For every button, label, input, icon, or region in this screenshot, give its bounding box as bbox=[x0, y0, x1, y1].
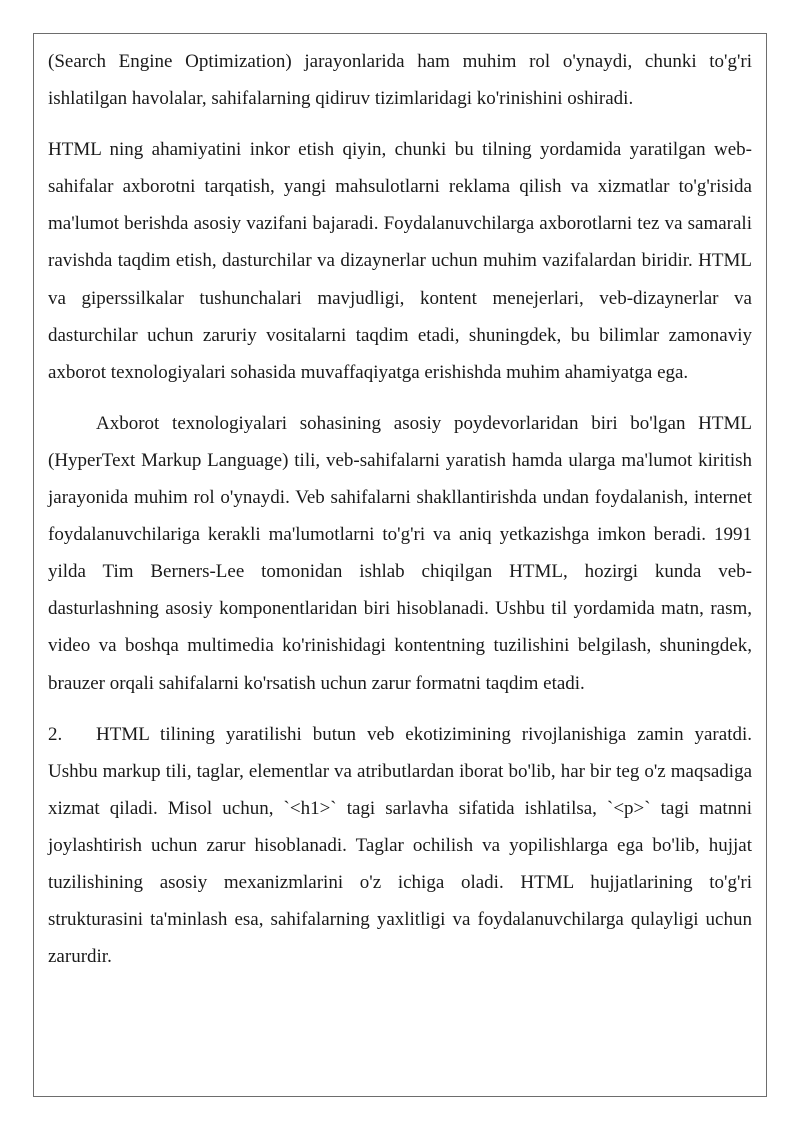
paragraph-html-foundation: Axborot texnologiyalari sohasining asosiy poydevorlaridan biri bo'lgan HTML (HyperText Markup Language) tili, veb-sahifalarni yaratish hamda ularga ma'lumot kiritish jarayonida muhim rol o'ynaydi. Veb sahifalarni shakllantirishda undan foydalanish, internet foydalanuvchilariga kerakli ma'lumotlarni to'g'ri va aniq yetkazishga imkon beradi. 1991 yilda Tim Berners-Lee tomonidan ishlab chiqilgan HTML, hozirgi kunda veb-dasturlashning asosiy komponentlaridan biri hisoblanadi. Ushbu til yordamida matn, rasm, video va boshqa multimedia ko'rinishidagi kontentning tuzilishini belgilash, shuningdek, brauzer orqali sahifalarni ko'rsatish uchun zarur formatni taqdim etadi. bbox=[48, 412, 752, 694]
document-body bbox=[48, 43, 752, 975]
paragraph-seo-continuation: (Search Engine Optimization) jarayonlarida ham muhim rol o'ynaydi, chunki to'g'ri ishlatilgan havolalar, sahifalarning qidiruv tizimlaridagi ko'rinishini oshiradi. bbox=[48, 51, 752, 110]
numbered-paragraph-2 bbox=[48, 716, 752, 976]
list-number: 2. bbox=[48, 723, 63, 745]
paragraph-html-importance: HTML ning ahamiyatini inkor etish qiyin, chunki bu tilning yordamida yaratilgan web-sahifalar axborotni tarqatish, yangi mahsulotlarni reklama qilish va xizmatlar to'g'risida ma'lumot berishda asosiy vazifani bajaradi. Foydalanuvchilarga axborotlarni tez va samarali ravishda taqdim etish, dasturchilar va dizaynerlar uchun muhim vazifalardan biridir. HTML va giperssilkalar tushunchalari mavjudligi, kontent menejerlari, veb-dizaynerlar va dasturchilar uchun zaruriy vositalarni taqdim etadi, shuningdek, bu bilimlar zamonaviy axborot texnologiyalari sohasida muvaffaqiyatga erishishda muhim ahamiyatga ega. bbox=[48, 139, 752, 383]
numbered-paragraph-text: HTML tilining yaratilishi butun veb ekotizimining rivojlanishiga zamin yaratdi. Ushbu markup tili, taglar, elementlar va atributlardan iborat bo'lib, har bir teg o'z maqsadiga xizmat qiladi. Misol uchun, `<h1>` tagi sarlavha sifatida ishlatilsa, `<p>` tagi matnni joylashtirish uchun zarur hisoblanadi. Taglar ochilish va yopilishlarga ega bo'lib, hujjat tuzilishining asosiy mexanizmlarini o'z ichiga oladi. HTML hujjatlarining to'g'ri strukturasini ta'minlash esa, sahifalarning yaxlitligi va foydalanuvchilarga qulayligi uchun zarurdir. bbox=[48, 723, 752, 968]
